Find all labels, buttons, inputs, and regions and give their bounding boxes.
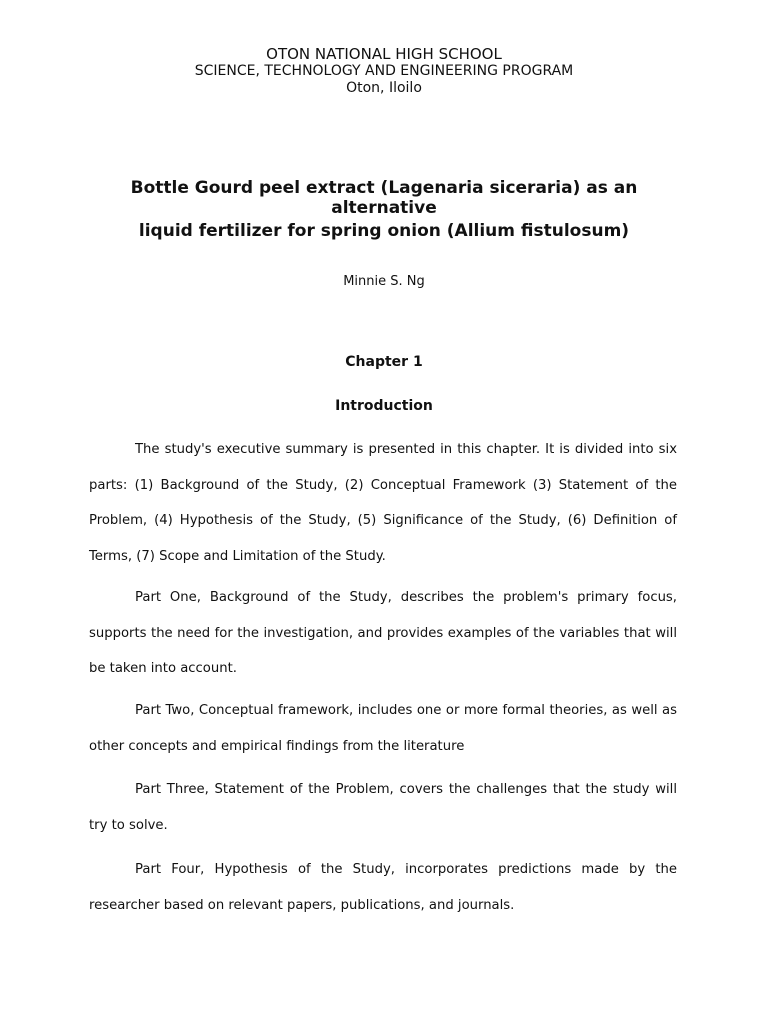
school-location: Oton, Iloilo [346, 80, 422, 96]
paragraph-5: Part Four, Hypothesis of the Study, incorporates predictions made by the researcher based on relevant papers, publications, and journals. [89, 862, 677, 913]
school-header [0, 46, 768, 97]
paper-title-line-2: liquid fertilizer for spring onion (Allium fistulosum) [138, 221, 630, 241]
program-name: SCIENCE, TECHNOLOGY AND ENGINEERING PROGRAM [194, 63, 574, 79]
paragraph-2: Part One, Background of the Study, describes the problem's primary focus, supports the need for the investigation, and provides examples of the variables that will be taken into account. [89, 590, 677, 676]
author-name: Minnie S. Ng [343, 274, 425, 289]
paragraph-4: Part Three, Statement of the Problem, covers the challenges that the study will try to solve. [89, 782, 677, 833]
school-name: OTON NATIONAL HIGH SCHOOL [266, 45, 502, 63]
paragraph-3: Part Two, Conceptual framework, includes one or more formal theories, as well as other concepts and empirical findings from the literature [89, 703, 677, 754]
paragraph-1: The study's executive summary is presented in this chapter. It is divided into six parts: (1) Background of the Study, (2) Conceptual Framework (3) Statement of the Problem, (4) Hypothesis of the Study, (5) Significance of the Study, (6) Definition of Terms, (7) Scope and Limitation of the Study. [89, 442, 677, 564]
section-heading: Introduction [335, 398, 433, 414]
chapter-heading: Chapter 1 [345, 354, 423, 370]
paper-title-line-1: Bottle Gourd peel extract (Lagenaria siceraria) as an alternative [130, 178, 638, 218]
